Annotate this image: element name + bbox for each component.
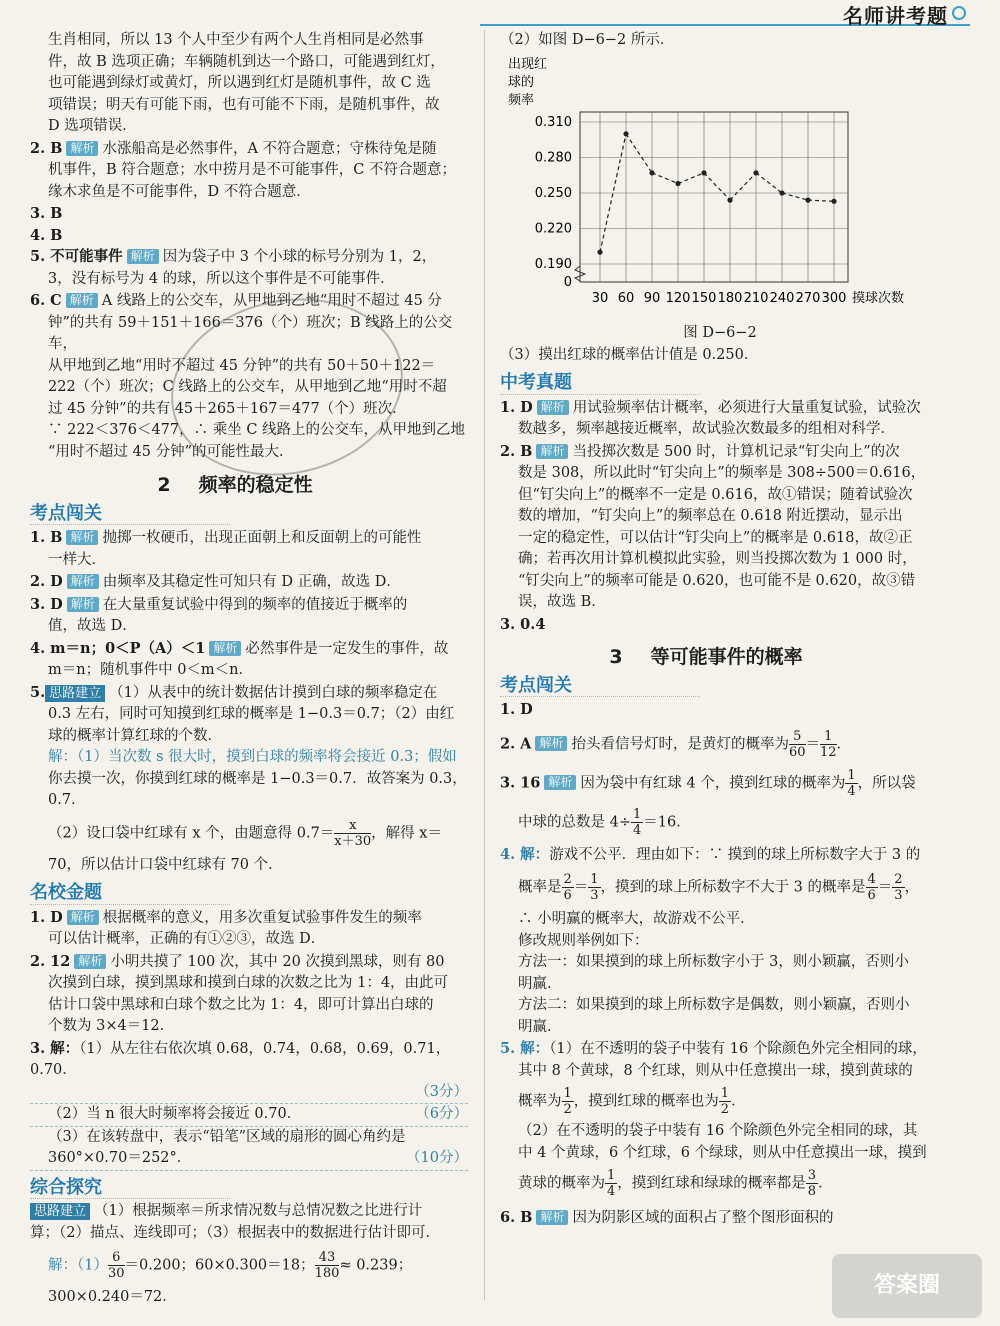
fraction-numerator: 2: [563, 872, 572, 887]
text-part: ．: [731, 1093, 746, 1110]
text-line: 生肖相同，所以 13 个人中至少有两个人生肖相同是必然事: [48, 32, 424, 48]
text-part: ＝0.200；60×0.300＝18；: [124, 1257, 315, 1274]
answer-number: 4. 解：: [500, 845, 550, 863]
fraction-denominator: 6: [867, 888, 876, 903]
solution-line: 你去摸一次，你摸到红球的概率是 1−0.3＝0.7．故答案为 0.3，0.7．: [48, 770, 467, 808]
text-line: （2）当 n 很大时频率将会接近 0.70．: [48, 1106, 302, 1122]
text-part: 因为袋中有红球 4 个，摸到红球的概率为: [580, 775, 846, 791]
answer-number: 2. A: [500, 735, 532, 752]
fraction-denominator: x＋30: [334, 833, 372, 849]
fraction-numerator: 5: [789, 729, 806, 745]
fraction-denominator: 8: [807, 1184, 817, 1199]
series-segment: [626, 133, 652, 172]
text-part: ＝: [805, 736, 820, 752]
score-line: [30, 1104, 468, 1127]
answer-number: 2. B: [500, 442, 533, 460]
x-tick-label: 180: [717, 290, 743, 306]
chapter-title: 频率的稳定性: [198, 474, 313, 496]
text-line: 因为袋子中 3 个小球的标号分别为 1，2，: [162, 249, 437, 265]
series-segment: [652, 172, 678, 183]
fraction-denominator: 3: [590, 888, 599, 903]
series-segment: [782, 193, 808, 200]
x-tick-label: 210: [743, 290, 769, 306]
series-segment: [730, 172, 756, 199]
answer-number: 3. 16: [500, 774, 541, 791]
fraction-denominator: 4: [632, 822, 642, 838]
text-part: ，摸到的球上所标数字不大于 3 的概率是: [600, 879, 866, 896]
kaodian3-6: [500, 1207, 940, 1230]
score-line: [30, 1148, 468, 1171]
answer-number: 5. 解：: [500, 1040, 550, 1057]
analysis-tag: 解析: [544, 775, 576, 790]
section-kaodian: 考点闯关: [30, 503, 230, 526]
fraction-denominator: 2: [720, 1102, 730, 1117]
left-column: [30, 30, 468, 1309]
answer-number: 4. m＝n；0＜P（A）＜1: [30, 639, 206, 657]
text-line: （1）根据频率＝所求情况数与总情况数之比进行计: [94, 1203, 423, 1219]
text-part: ≈ 0.239；: [339, 1257, 413, 1274]
data-point: [597, 249, 602, 254]
fraction-denominator: 6: [563, 888, 572, 903]
zonghe-1: [30, 1201, 468, 1309]
circle-icon: [952, 6, 966, 20]
text-part: ，解得 x＝: [371, 825, 442, 841]
text-line: “用时不超过 45 分钟”的可能性最大．: [48, 443, 294, 460]
text-line: 明赢．: [518, 975, 562, 992]
fraction-denominator: 60: [788, 744, 806, 760]
x-tick-label: 30: [591, 290, 609, 306]
solution-line: 300×0.240＝72．: [48, 1289, 177, 1305]
kaodian3-1: 1. D: [500, 701, 533, 718]
answer-3: 3. B: [30, 205, 63, 222]
text-line: 钟”的共有 59＋151＋166＝376（个）班次；B 线路上的公交车，: [48, 314, 453, 352]
answer-number: 2. 12: [30, 952, 71, 970]
text-line: 球的概率计算红球的个数．: [48, 727, 222, 744]
fraction-numerator: 3: [807, 1168, 817, 1183]
chapter-number: 3: [609, 646, 623, 668]
text-line: 必然事件是一定发生的事件，故: [245, 640, 449, 657]
series-segment: [808, 200, 834, 201]
analysis-tag: 解析: [537, 400, 569, 415]
thinking-tag: 思路建立: [45, 685, 105, 702]
text-line: 水涨船高是必然事件，A 不符合题意；守株待兔是随: [102, 140, 437, 157]
fraction: [562, 1086, 574, 1117]
score-mark: （3分）: [415, 1083, 468, 1100]
text-line: （2）在不透明的袋子中装有 16 个除颜色外完全相同的球，其: [518, 1123, 918, 1139]
chapter-2-heading: [30, 475, 468, 497]
fraction-numerator: 1: [607, 1168, 616, 1183]
text-line: 次摸到白球，摸到黑球和摸到白球的次数之比为 1：4，由此可: [48, 975, 449, 991]
analysis-tag: 解析: [66, 141, 98, 156]
x-tick-labels: [592, 291, 847, 306]
series-segment: [678, 172, 704, 183]
intro-paragraph: [30, 30, 468, 138]
x-tick-label: 300: [821, 290, 847, 306]
text-line: 方法一：如果摸到的球上所标数字小于 3，则小颖赢，否则小: [518, 954, 909, 970]
header-title: 名师讲考题: [843, 4, 948, 28]
text-line: 误，故选 B．: [518, 594, 606, 610]
data-point: [727, 197, 732, 202]
text-part: 黄球的概率为: [518, 1175, 605, 1192]
text-line: 方法二：如果摸到的球上所标数字是偶数，则小颖赢，否则小: [518, 997, 910, 1013]
mingxiao-2: [30, 951, 468, 1038]
text-line: 根据概率的意义，用多次重复试验事件发生的频率: [102, 909, 422, 926]
thinking-tag: 思路建立: [30, 1203, 90, 1220]
analysis-tag: 解析: [127, 249, 159, 264]
analysis-tag: 解析: [66, 293, 98, 308]
kaodian-4: [30, 638, 468, 682]
text-part: 概率是: [518, 879, 562, 896]
analysis-tag: 解析: [209, 641, 241, 656]
solution-fraction-line: [30, 818, 468, 849]
x-tick-label: 240: [769, 290, 795, 306]
fraction-denominator: 2: [563, 1102, 572, 1117]
section-mingxiao: 名校金题: [30, 882, 230, 905]
text-part: 抬头看信号灯时，是黄灯的概率为: [571, 736, 789, 752]
text-part: ．: [836, 736, 852, 752]
section-zhongkao: 中考真题: [500, 372, 700, 395]
text-line: m＝n；随机事件中 0＜m＜n．: [48, 662, 254, 678]
series-segment: [756, 172, 782, 192]
fraction-denominator: 4: [607, 1184, 616, 1199]
kaodian-2: [30, 571, 468, 594]
text-line: “钉尖向上”的频率可能是 0.620，也可能不是 0.620，故③错: [518, 572, 916, 589]
frequency-line-chart: [500, 52, 940, 322]
text-line: 修改规则举例如下：: [518, 932, 649, 949]
data-point: [753, 170, 758, 175]
fraction: [334, 818, 371, 849]
fraction-numerator: 1: [720, 1086, 730, 1101]
answer-number: 5.: [30, 683, 46, 701]
mingxiao-3: [30, 1038, 468, 1171]
mingxiao-1: [30, 907, 468, 951]
data-point: [701, 170, 706, 175]
series-segment: [704, 172, 730, 199]
data-point: [831, 198, 836, 203]
score-mark: （6分）: [415, 1106, 468, 1122]
site-logo: [832, 1254, 982, 1318]
text-part: （2）设口袋中红球有 x 个，由题意得 0.7＝: [48, 825, 335, 841]
right-column: [500, 30, 940, 1230]
kaodian-3: [30, 594, 468, 638]
text-line: 用试验频率估计概率，必须进行大量重复试验，试验次: [572, 399, 921, 416]
text-line: 抛掷一枚硬币，出现正面朝上和反面朝上的可能性: [102, 530, 422, 546]
page-header: [0, 0, 1000, 28]
kaodian3-5: [500, 1038, 940, 1199]
fraction-denominator: 3: [894, 888, 903, 903]
chapter-title: 等可能事件的概率: [650, 646, 803, 668]
text-line: （3）摸出红球的概率估计值是 0.250．: [500, 346, 759, 363]
analysis-tag: 解析: [536, 1210, 568, 1225]
zhongkao-2: [500, 441, 940, 614]
text-line: 222（个）班次；C 线路上的公交车，从甲地到乙地“用时不超: [48, 379, 447, 395]
x-tick-label: 270: [795, 290, 821, 306]
y-tick-labels: [535, 115, 572, 290]
text-line: 但“钉尖向上”的概率不一定是 0.616，故①错误；随着试验次: [518, 486, 913, 503]
data-point: [649, 170, 654, 175]
text-line: 缘木求鱼是不可能事件，D 不符合题意．: [48, 183, 311, 200]
text-line: 数的增加，“钉尖向上”的频率总在 0.618 附近摆动，显示出: [518, 508, 903, 524]
solution-fraction-line: [30, 1250, 468, 1281]
y-tick-label: 0: [563, 274, 572, 290]
text-line: 0.3 左右，同时可知摸到红球的概率是 1−0.3＝0.7；（2）由红: [48, 706, 455, 722]
text-part: 概率为: [518, 1093, 562, 1110]
answer-number: 5. 不可能事件: [30, 248, 123, 265]
fraction-numerator: 1: [563, 1086, 572, 1101]
answer-5: [30, 246, 468, 290]
answer-number: 1. D: [500, 398, 533, 416]
analysis-tag: 解析: [535, 736, 567, 751]
fraction-numerator: x: [334, 818, 371, 834]
column-divider: [484, 30, 485, 1300]
text-line: 明赢．: [518, 1018, 562, 1035]
text-line: A 线路上的公交车，从甲地到乙地“用时不超过 45 分: [101, 293, 442, 309]
text-part: ，摸到红球的概率也为: [573, 1093, 719, 1110]
fraction: [892, 872, 904, 903]
fraction: [108, 1250, 125, 1281]
text-line: 数越多，频率越接近概率，故试验次数最多的组相对科学．: [518, 421, 895, 437]
text-line: 其中 8 个黄球，8 个红球，则从中任意摸出一球，摸到黄球的: [518, 1062, 913, 1079]
fraction-denominator: 12: [820, 744, 837, 760]
text-line: 从甲地到乙地“用时不超过 45 分钟”的共有 50＋50＋122＝: [48, 357, 436, 374]
fraction: [845, 768, 857, 799]
kaodian-5: [30, 682, 468, 877]
y-tick-label: 0.280: [534, 150, 572, 165]
y-tick-label: 0.250: [534, 185, 572, 201]
answer-number: 3. D: [30, 595, 63, 613]
text-line: 也可能遇到绿灯或黄灯，所以遇到红灯是随机事件，故 C 选: [48, 75, 431, 91]
fraction-numerator: 1: [590, 872, 599, 887]
fraction-numerator: 43: [315, 1250, 340, 1266]
text-line: 一定的稳定性，可以估计“钉尖向上”的概率是 0.618，故②正: [518, 529, 913, 546]
text-line: 个数为 3×4＝12．: [48, 1018, 175, 1034]
y-axis-label-line1: 出现红: [508, 56, 548, 72]
text-line: ∴ 小明赢的概率大，故游戏不公平．: [518, 911, 755, 927]
fraction: [605, 1168, 617, 1199]
figure-caption: 图 D−6−2: [683, 325, 757, 341]
text-line: 当投掷次数是 500 时，计算机记录“钉尖向上”的次: [572, 443, 900, 460]
text-line: （2）如图 D−6−2 所示．: [500, 32, 675, 48]
text-part: ，: [904, 879, 920, 896]
fraction: [315, 1250, 340, 1281]
text-line: ∵ 222＜376＜477，∴ 乘坐 C 线路上的公交车，从甲地到乙地: [48, 422, 466, 438]
fraction: [806, 1168, 818, 1199]
fraction-numerator: 4: [867, 872, 876, 887]
text-line: 过 45 分钟”的共有 45＋265＋167＝477（个）班次．: [48, 400, 407, 417]
text-line: （1）从表中的统计数据估计摸到白球的频率稳定在: [109, 684, 438, 701]
analysis-tag: 解析: [536, 444, 568, 459]
fraction: [562, 872, 574, 903]
text-part: ＝16．: [643, 814, 691, 830]
text-line: 由频率及其稳定性可知只有 D 正确，故选 D．: [102, 574, 401, 590]
answer-6: [30, 290, 468, 463]
text-line: 因为阴影区域的面积占了整个图形面积的: [572, 1210, 834, 1226]
analysis-tag: 解析: [74, 954, 106, 969]
answer-number: 3. 解：: [30, 1039, 80, 1057]
text-line: 估计口袋中黑球和白球个数之比为 1：4，即可计算出白球的: [48, 996, 434, 1013]
kaodian3-4: [500, 844, 940, 1039]
score-line: [30, 1082, 468, 1105]
text-line: （3）在该转盘中，表示“铅笔”区域的扇形的圆心角约是: [48, 1128, 406, 1145]
section-kaodian-3: 考点闯关: [500, 675, 700, 698]
kaodian3-3: [500, 768, 940, 838]
zhongkao-1: [500, 397, 940, 441]
text-line: 项错误；明天有可能下雨，也有可能不下雨，是随机事件，故: [48, 96, 440, 113]
text-line: 中 4 个黄球，6 个红球，6 个绿球，则从中任意摸出一球，摸到: [518, 1144, 927, 1161]
answer-number: 1. B: [30, 529, 63, 546]
kaodian-1: [30, 527, 468, 571]
fraction: [820, 729, 837, 760]
fraction: [631, 807, 643, 838]
fraction-numerator: 1: [847, 767, 856, 783]
x-tick-label: 150: [691, 290, 717, 306]
fraction-numerator: 2: [894, 872, 903, 887]
fraction-numerator: 1: [632, 806, 642, 822]
text-line: 游戏不公平．理由如下：∵ 摸到的球上所标数字大于 3 的: [549, 846, 921, 863]
text-line: 确；若再次用计算机模拟此实验，则当投掷次数为 1 000 时，: [518, 551, 917, 567]
kaodian3-2: [500, 729, 940, 760]
solution-line: 70，所以估计口袋中红球有 70 个．: [48, 856, 283, 873]
fraction: [789, 729, 806, 760]
data-point: [623, 131, 628, 136]
text-line: 360°×0.70＝252°．: [48, 1150, 192, 1166]
text-part: ＝: [573, 879, 589, 896]
answer-number: 6. B: [500, 1209, 533, 1226]
analysis-tag: 解析: [67, 597, 99, 612]
y-axis-label-line2: 球的: [508, 74, 535, 90]
answer-4: 4. B: [30, 226, 63, 244]
text-line: 小明共摸了 100 次，其中 20 次摸到黑球，则有 80: [110, 953, 445, 970]
fraction: [719, 1086, 731, 1117]
text-part: ．: [818, 1175, 833, 1192]
answer-number: 6. C: [30, 292, 62, 309]
fraction-denominator: 4: [847, 783, 856, 799]
data-point: [779, 190, 784, 195]
text-line: 数是 308，所以此时“钉尖向上”的频率是 308÷500＝0.616，: [518, 465, 926, 481]
solution-line: 解：（1）当次数 s 很大时，摸到白球的频率将会接近 0.3；假如: [48, 749, 457, 765]
analysis-tag: 解析: [67, 910, 99, 925]
text-line: 值，故选 D．: [48, 618, 137, 634]
fraction-denominator: 180: [314, 1266, 340, 1281]
y-axis-label-line3: 频率: [508, 92, 535, 108]
text-line: （1）从左往右依次填 0.68，0.74，0.68，0.69，0.71，0.70．: [30, 1040, 451, 1078]
answer-2: [30, 138, 468, 204]
fraction-denominator: 30: [107, 1266, 125, 1281]
y-tick-label: 0.220: [534, 221, 572, 236]
score-mark: （10分）: [406, 1150, 468, 1166]
text-line: 在大量重复试验中得到的频率的值接近于概率的: [102, 596, 408, 613]
analysis-tag: 解析: [66, 530, 98, 545]
x-tick-label: 60: [617, 290, 635, 306]
text-line: 算；（2）描点、连线即可；（3）根据表中的数据进行估计即可．: [30, 1224, 440, 1241]
data-point: [805, 197, 810, 202]
y-tick-label: 0.190: [534, 256, 572, 272]
fraction-numerator: 1: [820, 729, 837, 745]
text-part: ，摸到红球和绿球的概率都是: [617, 1175, 806, 1192]
analysis-tag: 解析: [67, 574, 99, 589]
fraction: [588, 872, 600, 903]
answer-number: 2. B: [30, 139, 63, 157]
logo-text: 答案圈: [873, 1273, 940, 1298]
text-line: 机事件，B 符合题意；水中捞月是不可能事件，C 不符合题意；: [48, 162, 456, 178]
chapter-number: 2: [157, 474, 171, 496]
text-part: 解：（1）: [48, 1257, 108, 1274]
data-point: [675, 180, 680, 185]
y-tick-label: 0.310: [534, 114, 572, 130]
x-axis-label: 摸球次数: [852, 290, 905, 306]
text-line: 可以估计概率，正确的有①②③，故选 D．: [48, 931, 326, 947]
text-line: D 选项错误．: [48, 118, 137, 134]
fraction-numerator: 6: [108, 1250, 125, 1266]
zhongkao-3: 3. 0.4: [500, 615, 546, 633]
text-line: （1）在不透明的袋子中装有 16 个除颜色外完全相同的球，: [549, 1041, 927, 1057]
x-tick-label: 120: [665, 290, 691, 306]
text-line: 件，故 B 选项正确；车辆随机到达一个路口，可能遇到红灯，: [48, 53, 445, 70]
section-zonghe: 综合探究: [30, 1177, 230, 1200]
chart-grid: [575, 112, 848, 282]
answer-number: 1. D: [30, 908, 63, 926]
text-part: ＝: [877, 879, 893, 896]
text-line: 一样大．: [48, 551, 106, 568]
fraction: [866, 872, 878, 903]
chapter-3-heading: [500, 647, 940, 669]
text-part: ，所以袋: [857, 775, 916, 791]
text-part: 中球的总数是 4÷: [518, 814, 631, 830]
answer-number: 2. D: [30, 573, 63, 590]
text-line: 3，没有标号为 4 的球，所以这个事件是不可能事件．: [48, 270, 395, 287]
x-tick-label: 90: [643, 290, 661, 306]
